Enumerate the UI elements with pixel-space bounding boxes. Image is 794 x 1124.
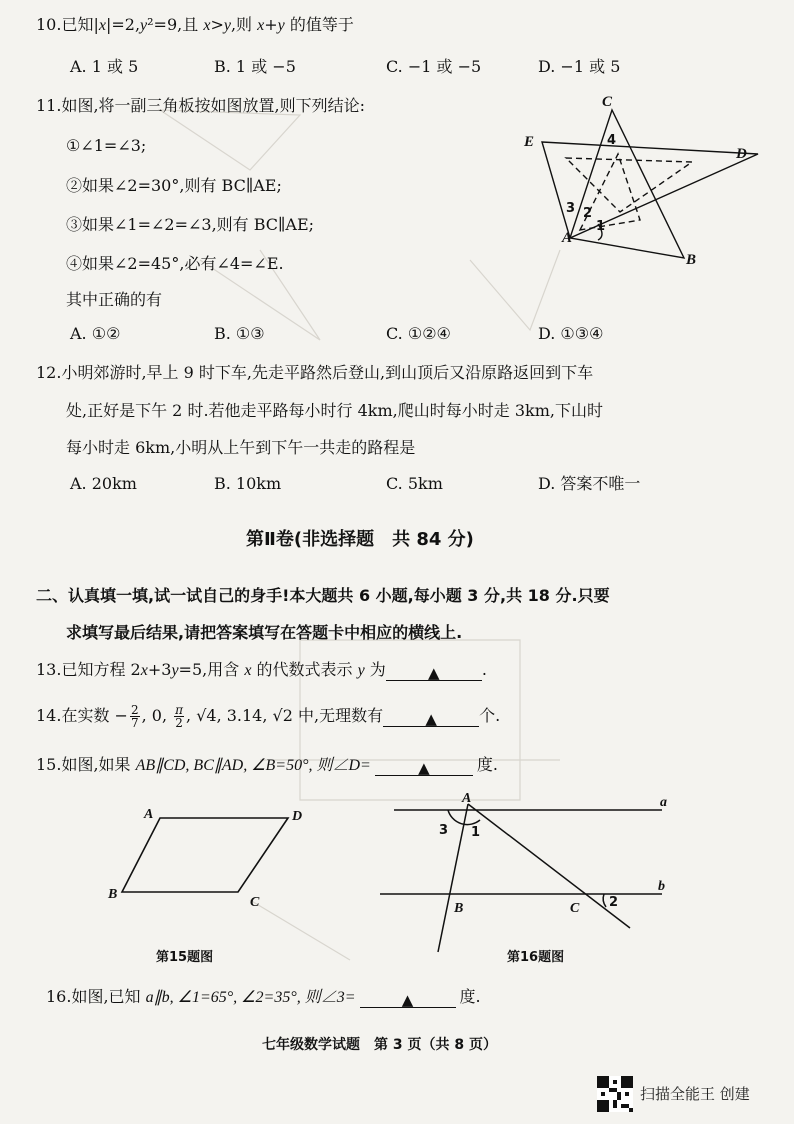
q16-figure [380, 790, 680, 960]
q11-option-d: D. ①③④ [538, 324, 604, 343]
q16-angle-arc-2 [603, 894, 606, 907]
q16-label-C: C [570, 901, 580, 916]
q11-item-4: ④如果∠2=45°,必有∠4=∠E. [66, 254, 284, 273]
q11-label-4: 4 [607, 133, 617, 148]
q11-stem: 11.如图,将一副三角板按如图放置,则下列结论: [36, 96, 366, 115]
q16-label-A: A [462, 791, 472, 806]
q11-item-2: ②如果∠2=30°,则有 BC∥AE; [66, 176, 282, 195]
q15-label-C: C [250, 895, 260, 910]
q15-label-D: D [292, 809, 303, 824]
q11-label-3: 3 [566, 201, 576, 216]
q16-answer-blank[interactable] [360, 989, 456, 1008]
q11-option-a: A. ①② [70, 324, 121, 343]
q10-number: 10. [36, 15, 62, 34]
q15-stem: 15.如图,如果 AB∥CD, BC∥AD, ∠B=50°, 则∠D= ▲ 度. [36, 755, 498, 777]
q11-label-E: E [524, 134, 535, 150]
q16-number: 16. [46, 987, 72, 1006]
q11-figure [510, 90, 780, 270]
q16-label-a: a [660, 795, 667, 810]
q10-stem: 10.已知|x|=2,y²=9,且 x>y,则 x+y 的值等于 [36, 15, 354, 34]
q11-label-2: 2 [583, 206, 593, 221]
q12-option-c: C. 5km [386, 474, 443, 493]
scanner-watermark: 扫描全能王 创建 [640, 1085, 750, 1103]
q16-label-2: 2 [609, 895, 619, 910]
q14-fraction-2-7: $\frac{2}{7}$ [130, 703, 139, 730]
q11-question: 其中正确的有 [66, 290, 163, 309]
section-2-title: 第Ⅱ卷(非选择题 共 84 分) [246, 529, 474, 550]
qr-code-icon [597, 1076, 633, 1112]
q14-fraction-pi-2: $\frac{\pi}{2}$ [175, 703, 184, 730]
q16-transversal-AC [468, 804, 630, 928]
q11-label-C: C [602, 94, 613, 110]
q13-answer-blank[interactable] [386, 662, 482, 681]
q16-label-B: B [454, 901, 464, 916]
q10-option-b: B. 1 或 −5 [214, 57, 296, 76]
q11-label-A: A [562, 230, 573, 246]
q11-number: 11. [36, 96, 62, 115]
q11-label-B: B [686, 252, 697, 268]
q11-item-3: ③如果∠1=∠2=∠3,则有 BC∥AE; [66, 215, 315, 234]
q16-label-3: 3 [439, 823, 449, 838]
q15-figure [100, 800, 330, 915]
q14-answer-blank[interactable] [383, 708, 479, 727]
q10-option-c: C. −1 或 −5 [386, 57, 482, 76]
q15-number: 15. [36, 755, 62, 774]
q15-blank-marker: ▲ [418, 759, 430, 777]
q15-parallelogram [122, 818, 288, 892]
q11-label-D: D [736, 146, 747, 162]
q11-option-c: C. ①②④ [386, 324, 451, 343]
q12-line-3: 每小时走 6km,小明从上午到下午一共走的路程是 [66, 438, 416, 457]
q13-blank-marker: ▲ [428, 664, 440, 682]
part2-instruction-line-2: 求填写最后结果,请把答案填写在答题卡中相应的横线上. [66, 623, 463, 642]
part2-instruction-line-1: 二、认真填一填,试一试自己的身手!本大题共 6 小题,每小题 3 分,共 18 分.只要 [36, 586, 610, 605]
q15-answer-blank[interactable] [375, 757, 473, 776]
q15-label-A: A [144, 807, 154, 822]
q12-line-1: 12.小明郊游时,早上 9 时下车,先走平路然后登山,到山顶后又沿原路返回到下车 [36, 363, 594, 382]
q16-stem: 16.如图,已知 a∥b, ∠1=65°, ∠2=35°, 则∠3= ▲ 度. [46, 987, 481, 1009]
q15-figure-caption: 第15题图 [156, 950, 214, 965]
q11-dashed-triangle [566, 158, 692, 212]
q11-label-1: 1 [596, 219, 606, 234]
q11-item-1: ①∠1=∠3; [66, 136, 147, 155]
q10-option-d: D. −1 或 5 [538, 57, 621, 76]
q16-figure-caption: 第16题图 [507, 950, 565, 965]
q12-option-b: B. 10km [214, 474, 282, 493]
q12-line-2: 处,正好是下午 2 时.若他走平路每小时行 4km,爬山时每小时走 3km,下山时 [66, 401, 603, 420]
q12-option-d: D. 答案不唯一 [538, 474, 641, 493]
q13-number: 13. [36, 660, 62, 679]
page-footer: 七年级数学试题 第 3 页（共 8 页） [262, 1037, 497, 1053]
q11-option-b: B. ①③ [214, 324, 265, 343]
q12-number: 12. [36, 363, 62, 382]
q13-stem: 13.已知方程 2x+3y=5,用含 x 的代数式表示 y 为 ▲ . [36, 660, 487, 682]
q14-number: 14. [36, 706, 62, 725]
q15-label-B: B [108, 887, 118, 902]
q12-option-a: A. 20km [70, 474, 137, 493]
q11-small-triangle [570, 110, 684, 258]
q16-blank-marker: ▲ [401, 991, 414, 1009]
q10-option-a: A. 1 或 5 [70, 57, 139, 76]
q16-label-b: b [658, 879, 665, 894]
q14-blank-marker: ▲ [425, 710, 437, 728]
q16-label-1: 1 [471, 825, 481, 840]
q14-stem: 14.在实数 − $\frac{2}{7}$ , 0, $\frac{\pi}{2}$ , √4, 3.14, √2 中,无理数有 ▲ 个. [36, 703, 501, 730]
